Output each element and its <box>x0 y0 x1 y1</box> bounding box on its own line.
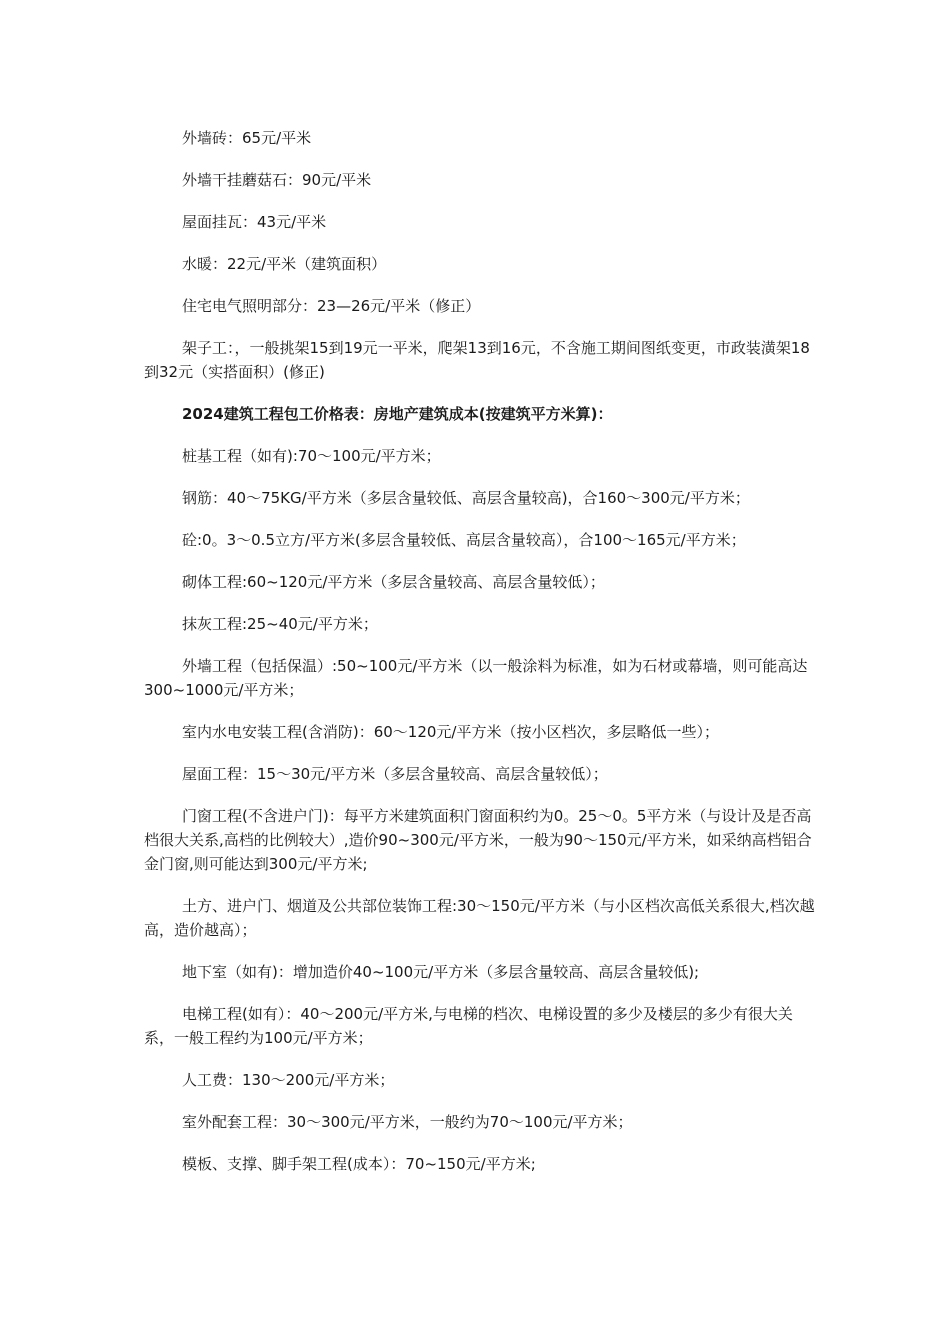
paragraph: 屋面工程：15～30元/平方米（多层含量较高、高层含量较低）； <box>182 765 608 783</box>
document-body <box>144 126 816 1194</box>
paragraph: 门窗工程(不含进户门)：每平方米建筑面积门窗面积约为0。25～0。5平方米（与设计及是否高档很大关系,高档的比例较大）,造价90~300元/平方米，一般为90～150元/平方米，如采纳高档铝合金门窗,则可能达到300元/平方米; <box>144 807 812 873</box>
section-heading: 2024建筑工程包工价格表：房地产建筑成本(按建筑平方米算)： <box>182 405 613 423</box>
paragraph: 住宅电气照明部分：23—26元/平米（修正） <box>182 297 481 315</box>
paragraph: 室外配套工程：30～300元/平方米，一般约为70～100元/平方米； <box>182 1113 633 1131</box>
paragraph: 砼:0。3～0.5立方/平方米(多层含量较低、高层含量较高），合100～165元/平方米； <box>182 531 746 549</box>
paragraph: 架子工：，一般挑架15到19元一平米，爬架13到16元，不含施工期间图纸变更，市政装潢架18到32元（实搭面积）(修正) <box>144 339 810 381</box>
paragraph: 人工费：130～200元/平方米； <box>182 1071 395 1089</box>
paragraph: 屋面挂瓦：43元/平米 <box>182 213 327 231</box>
paragraph: 桩基工程（如有):70～100元/平方米； <box>182 447 441 465</box>
paragraph: 水暖：22元/平米（建筑面积） <box>182 255 387 273</box>
paragraph: 外墙砖：65元/平米 <box>182 129 312 147</box>
paragraph: 模板、支撑、脚手架工程(成本）：70~150元/平方米; <box>182 1155 536 1173</box>
paragraph: 外墙工程（包括保温）:50~100元/平方米（以一般涂料为标准，如为石材或幕墙，则可能高达300~1000元/平方米； <box>144 657 808 699</box>
paragraph: 室内水电安装工程(含消防)：60～120元/平方米（按小区档次，多层略低一些）； <box>182 723 719 741</box>
paragraph: 钢筋：40～75KG/平方米（多层含量较低、高层含量较高)，合160～300元/平方米； <box>182 489 750 507</box>
paragraph: 外墙干挂蘑菇石：90元/平米 <box>182 171 372 189</box>
paragraph: 地下室（如有)：增加造价40~100元/平方米（多层含量较高、高层含量较低); <box>182 963 700 981</box>
paragraph: 电梯工程(如有）：40～200元/平方米,与电梯的档次、电梯设置的多少及楼层的多少有很大关系，一般工程约为100元/平方米； <box>144 1005 793 1047</box>
paragraph: 砌体工程:60~120元/平方米（多层含量较高、高层含量较低）； <box>182 573 605 591</box>
paragraph: 抹灰工程:25~40元/平方米； <box>182 615 378 633</box>
paragraph: 土方、进户门、烟道及公共部位装饰工程:30～150元/平方米（与小区档次高低关系很大,档次越高，造价越高）； <box>144 897 815 939</box>
